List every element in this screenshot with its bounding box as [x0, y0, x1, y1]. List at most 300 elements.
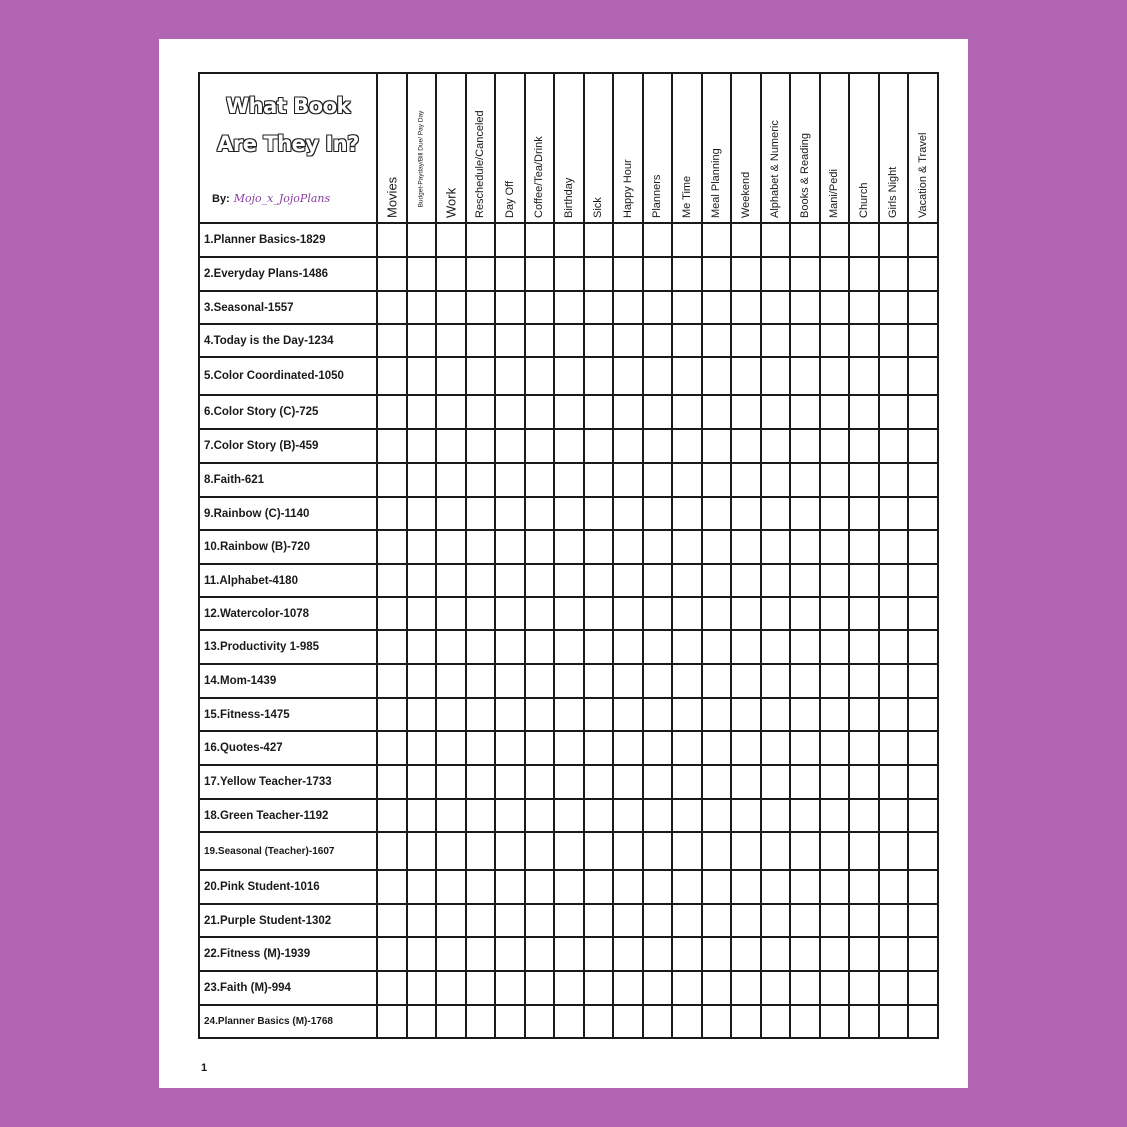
checkbox-cell[interactable] — [790, 497, 820, 530]
checkbox-cell[interactable] — [849, 765, 879, 799]
checkbox-cell[interactable] — [820, 497, 850, 530]
checkbox-cell[interactable] — [613, 564, 643, 597]
checkbox-cell[interactable] — [702, 870, 732, 904]
checkbox-cell[interactable] — [584, 904, 614, 937]
checkbox-cell[interactable] — [495, 765, 525, 799]
checkbox-cell[interactable] — [672, 832, 702, 870]
checkbox-cell[interactable] — [849, 937, 879, 971]
checkbox-cell[interactable] — [820, 664, 850, 698]
checkbox-cell[interactable] — [495, 357, 525, 395]
checkbox-cell[interactable] — [377, 698, 407, 731]
checkbox-cell[interactable] — [702, 223, 732, 257]
checkbox-cell[interactable] — [849, 357, 879, 395]
checkbox-cell[interactable] — [761, 564, 791, 597]
checkbox-cell[interactable] — [790, 223, 820, 257]
checkbox-cell[interactable] — [377, 530, 407, 564]
checkbox-cell[interactable] — [495, 698, 525, 731]
checkbox-cell[interactable] — [879, 429, 909, 463]
checkbox-cell[interactable] — [436, 463, 466, 497]
checkbox-cell[interactable] — [377, 357, 407, 395]
checkbox-cell[interactable] — [908, 731, 938, 765]
checkbox-cell[interactable] — [554, 223, 584, 257]
checkbox-cell[interactable] — [407, 497, 437, 530]
checkbox-cell[interactable] — [613, 904, 643, 937]
checkbox-cell[interactable] — [554, 497, 584, 530]
checkbox-cell[interactable] — [820, 1005, 850, 1038]
checkbox-cell[interactable] — [672, 870, 702, 904]
checkbox-cell[interactable] — [731, 698, 761, 731]
checkbox-cell[interactable] — [908, 870, 938, 904]
checkbox-cell[interactable] — [908, 971, 938, 1005]
checkbox-cell[interactable] — [613, 870, 643, 904]
checkbox-cell[interactable] — [377, 497, 407, 530]
checkbox-cell[interactable] — [702, 597, 732, 630]
checkbox-cell[interactable] — [761, 1005, 791, 1038]
checkbox-cell[interactable] — [584, 799, 614, 832]
checkbox-cell[interactable] — [820, 937, 850, 971]
checkbox-cell[interactable] — [879, 731, 909, 765]
checkbox-cell[interactable] — [672, 564, 702, 597]
checkbox-cell[interactable] — [879, 904, 909, 937]
checkbox-cell[interactable] — [525, 937, 555, 971]
checkbox-cell[interactable] — [643, 698, 673, 731]
checkbox-cell[interactable] — [525, 832, 555, 870]
checkbox-cell[interactable] — [672, 664, 702, 698]
checkbox-cell[interactable] — [849, 664, 879, 698]
checkbox-cell[interactable] — [672, 1005, 702, 1038]
checkbox-cell[interactable] — [407, 597, 437, 630]
checkbox-cell[interactable] — [643, 870, 673, 904]
checkbox-cell[interactable] — [466, 463, 496, 497]
checkbox-cell[interactable] — [525, 698, 555, 731]
checkbox-cell[interactable] — [495, 429, 525, 463]
checkbox-cell[interactable] — [613, 429, 643, 463]
checkbox-cell[interactable] — [407, 870, 437, 904]
checkbox-cell[interactable] — [436, 395, 466, 429]
checkbox-cell[interactable] — [554, 664, 584, 698]
checkbox-cell[interactable] — [436, 530, 466, 564]
checkbox-cell[interactable] — [407, 291, 437, 324]
checkbox-cell[interactable] — [702, 765, 732, 799]
checkbox-cell[interactable] — [820, 971, 850, 1005]
checkbox-cell[interactable] — [702, 357, 732, 395]
checkbox-cell[interactable] — [731, 395, 761, 429]
checkbox-cell[interactable] — [495, 1005, 525, 1038]
checkbox-cell[interactable] — [436, 497, 466, 530]
checkbox-cell[interactable] — [377, 731, 407, 765]
checkbox-cell[interactable] — [672, 904, 702, 937]
checkbox-cell[interactable] — [643, 395, 673, 429]
checkbox-cell[interactable] — [643, 357, 673, 395]
checkbox-cell[interactable] — [849, 731, 879, 765]
checkbox-cell[interactable] — [525, 731, 555, 765]
checkbox-cell[interactable] — [908, 664, 938, 698]
checkbox-cell[interactable] — [554, 971, 584, 1005]
checkbox-cell[interactable] — [554, 832, 584, 870]
checkbox-cell[interactable] — [525, 463, 555, 497]
checkbox-cell[interactable] — [554, 429, 584, 463]
checkbox-cell[interactable] — [377, 937, 407, 971]
checkbox-cell[interactable] — [672, 597, 702, 630]
checkbox-cell[interactable] — [525, 291, 555, 324]
checkbox-cell[interactable] — [407, 530, 437, 564]
checkbox-cell[interactable] — [790, 698, 820, 731]
checkbox-cell[interactable] — [820, 630, 850, 664]
checkbox-cell[interactable] — [584, 937, 614, 971]
checkbox-cell[interactable] — [849, 223, 879, 257]
checkbox-cell[interactable] — [525, 904, 555, 937]
checkbox-cell[interactable] — [790, 870, 820, 904]
checkbox-cell[interactable] — [466, 395, 496, 429]
checkbox-cell[interactable] — [613, 497, 643, 530]
checkbox-cell[interactable] — [495, 530, 525, 564]
checkbox-cell[interactable] — [584, 870, 614, 904]
checkbox-cell[interactable] — [702, 698, 732, 731]
checkbox-cell[interactable] — [377, 799, 407, 832]
checkbox-cell[interactable] — [407, 357, 437, 395]
checkbox-cell[interactable] — [407, 698, 437, 731]
checkbox-cell[interactable] — [584, 1005, 614, 1038]
checkbox-cell[interactable] — [584, 765, 614, 799]
checkbox-cell[interactable] — [849, 1005, 879, 1038]
checkbox-cell[interactable] — [554, 357, 584, 395]
checkbox-cell[interactable] — [849, 324, 879, 357]
checkbox-cell[interactable] — [584, 357, 614, 395]
checkbox-cell[interactable] — [613, 395, 643, 429]
checkbox-cell[interactable] — [495, 324, 525, 357]
checkbox-cell[interactable] — [377, 870, 407, 904]
checkbox-cell[interactable] — [407, 257, 437, 291]
checkbox-cell[interactable] — [761, 937, 791, 971]
checkbox-cell[interactable] — [377, 832, 407, 870]
checkbox-cell[interactable] — [672, 731, 702, 765]
checkbox-cell[interactable] — [790, 530, 820, 564]
checkbox-cell[interactable] — [790, 832, 820, 870]
checkbox-cell[interactable] — [466, 664, 496, 698]
checkbox-cell[interactable] — [908, 324, 938, 357]
checkbox-cell[interactable] — [790, 765, 820, 799]
checkbox-cell[interactable] — [820, 870, 850, 904]
checkbox-cell[interactable] — [879, 1005, 909, 1038]
checkbox-cell[interactable] — [613, 971, 643, 1005]
checkbox-cell[interactable] — [643, 564, 673, 597]
checkbox-cell[interactable] — [908, 223, 938, 257]
checkbox-cell[interactable] — [377, 395, 407, 429]
checkbox-cell[interactable] — [820, 395, 850, 429]
checkbox-cell[interactable] — [908, 530, 938, 564]
checkbox-cell[interactable] — [790, 291, 820, 324]
checkbox-cell[interactable] — [908, 904, 938, 937]
checkbox-cell[interactable] — [643, 530, 673, 564]
checkbox-cell[interactable] — [525, 395, 555, 429]
checkbox-cell[interactable] — [377, 765, 407, 799]
checkbox-cell[interactable] — [554, 291, 584, 324]
checkbox-cell[interactable] — [377, 463, 407, 497]
checkbox-cell[interactable] — [672, 698, 702, 731]
checkbox-cell[interactable] — [908, 1005, 938, 1038]
checkbox-cell[interactable] — [495, 395, 525, 429]
checkbox-cell[interactable] — [613, 463, 643, 497]
checkbox-cell[interactable] — [820, 832, 850, 870]
checkbox-cell[interactable] — [672, 530, 702, 564]
checkbox-cell[interactable] — [436, 765, 466, 799]
checkbox-cell[interactable] — [761, 870, 791, 904]
checkbox-cell[interactable] — [613, 698, 643, 731]
checkbox-cell[interactable] — [820, 357, 850, 395]
checkbox-cell[interactable] — [820, 257, 850, 291]
checkbox-cell[interactable] — [377, 564, 407, 597]
checkbox-cell[interactable] — [495, 731, 525, 765]
checkbox-cell[interactable] — [702, 937, 732, 971]
checkbox-cell[interactable] — [702, 497, 732, 530]
checkbox-cell[interactable] — [908, 765, 938, 799]
checkbox-cell[interactable] — [613, 223, 643, 257]
checkbox-cell[interactable] — [407, 564, 437, 597]
checkbox-cell[interactable] — [731, 497, 761, 530]
checkbox-cell[interactable] — [554, 1005, 584, 1038]
checkbox-cell[interactable] — [702, 324, 732, 357]
checkbox-cell[interactable] — [643, 731, 673, 765]
checkbox-cell[interactable] — [554, 904, 584, 937]
checkbox-cell[interactable] — [908, 257, 938, 291]
checkbox-cell[interactable] — [377, 971, 407, 1005]
checkbox-cell[interactable] — [377, 904, 407, 937]
checkbox-cell[interactable] — [879, 395, 909, 429]
checkbox-cell[interactable] — [377, 223, 407, 257]
checkbox-cell[interactable] — [761, 429, 791, 463]
checkbox-cell[interactable] — [554, 530, 584, 564]
checkbox-cell[interactable] — [790, 664, 820, 698]
checkbox-cell[interactable] — [613, 832, 643, 870]
checkbox-cell[interactable] — [643, 799, 673, 832]
checkbox-cell[interactable] — [761, 463, 791, 497]
checkbox-cell[interactable] — [790, 597, 820, 630]
checkbox-cell[interactable] — [820, 799, 850, 832]
checkbox-cell[interactable] — [525, 870, 555, 904]
checkbox-cell[interactable] — [761, 971, 791, 1005]
checkbox-cell[interactable] — [790, 324, 820, 357]
checkbox-cell[interactable] — [643, 971, 673, 1005]
checkbox-cell[interactable] — [879, 971, 909, 1005]
checkbox-cell[interactable] — [731, 937, 761, 971]
checkbox-cell[interactable] — [584, 530, 614, 564]
checkbox-cell[interactable] — [584, 832, 614, 870]
checkbox-cell[interactable] — [790, 429, 820, 463]
checkbox-cell[interactable] — [702, 664, 732, 698]
checkbox-cell[interactable] — [377, 291, 407, 324]
checkbox-cell[interactable] — [731, 870, 761, 904]
checkbox-cell[interactable] — [495, 832, 525, 870]
checkbox-cell[interactable] — [879, 463, 909, 497]
checkbox-cell[interactable] — [554, 937, 584, 971]
checkbox-cell[interactable] — [525, 223, 555, 257]
checkbox-cell[interactable] — [731, 530, 761, 564]
checkbox-cell[interactable] — [672, 429, 702, 463]
checkbox-cell[interactable] — [613, 257, 643, 291]
checkbox-cell[interactable] — [702, 395, 732, 429]
checkbox-cell[interactable] — [761, 698, 791, 731]
checkbox-cell[interactable] — [377, 429, 407, 463]
checkbox-cell[interactable] — [466, 832, 496, 870]
checkbox-cell[interactable] — [820, 698, 850, 731]
checkbox-cell[interactable] — [761, 223, 791, 257]
checkbox-cell[interactable] — [525, 530, 555, 564]
checkbox-cell[interactable] — [436, 223, 466, 257]
checkbox-cell[interactable] — [466, 765, 496, 799]
checkbox-cell[interactable] — [879, 497, 909, 530]
checkbox-cell[interactable] — [908, 564, 938, 597]
checkbox-cell[interactable] — [407, 799, 437, 832]
checkbox-cell[interactable] — [377, 257, 407, 291]
checkbox-cell[interactable] — [820, 904, 850, 937]
checkbox-cell[interactable] — [731, 324, 761, 357]
checkbox-cell[interactable] — [702, 530, 732, 564]
checkbox-cell[interactable] — [790, 799, 820, 832]
checkbox-cell[interactable] — [436, 324, 466, 357]
checkbox-cell[interactable] — [643, 429, 673, 463]
checkbox-cell[interactable] — [495, 257, 525, 291]
checkbox-cell[interactable] — [554, 395, 584, 429]
checkbox-cell[interactable] — [613, 937, 643, 971]
checkbox-cell[interactable] — [436, 630, 466, 664]
checkbox-cell[interactable] — [761, 395, 791, 429]
checkbox-cell[interactable] — [584, 223, 614, 257]
checkbox-cell[interactable] — [643, 765, 673, 799]
checkbox-cell[interactable] — [466, 731, 496, 765]
checkbox-cell[interactable] — [495, 291, 525, 324]
checkbox-cell[interactable] — [554, 257, 584, 291]
checkbox-cell[interactable] — [702, 799, 732, 832]
checkbox-cell[interactable] — [820, 765, 850, 799]
checkbox-cell[interactable] — [436, 799, 466, 832]
checkbox-cell[interactable] — [672, 257, 702, 291]
checkbox-cell[interactable] — [613, 799, 643, 832]
checkbox-cell[interactable] — [702, 429, 732, 463]
checkbox-cell[interactable] — [407, 630, 437, 664]
checkbox-cell[interactable] — [702, 564, 732, 597]
checkbox-cell[interactable] — [820, 597, 850, 630]
checkbox-cell[interactable] — [879, 832, 909, 870]
checkbox-cell[interactable] — [908, 597, 938, 630]
checkbox-cell[interactable] — [731, 291, 761, 324]
checkbox-cell[interactable] — [584, 698, 614, 731]
checkbox-cell[interactable] — [495, 664, 525, 698]
checkbox-cell[interactable] — [849, 497, 879, 530]
checkbox-cell[interactable] — [407, 731, 437, 765]
checkbox-cell[interactable] — [643, 497, 673, 530]
checkbox-cell[interactable] — [495, 463, 525, 497]
checkbox-cell[interactable] — [820, 530, 850, 564]
checkbox-cell[interactable] — [790, 564, 820, 597]
checkbox-cell[interactable] — [820, 291, 850, 324]
checkbox-cell[interactable] — [643, 324, 673, 357]
checkbox-cell[interactable] — [731, 223, 761, 257]
checkbox-cell[interactable] — [849, 291, 879, 324]
checkbox-cell[interactable] — [466, 937, 496, 971]
checkbox-cell[interactable] — [407, 1005, 437, 1038]
checkbox-cell[interactable] — [879, 630, 909, 664]
checkbox-cell[interactable] — [790, 463, 820, 497]
checkbox-cell[interactable] — [584, 971, 614, 1005]
checkbox-cell[interactable] — [377, 664, 407, 698]
checkbox-cell[interactable] — [790, 971, 820, 1005]
checkbox-cell[interactable] — [672, 291, 702, 324]
checkbox-cell[interactable] — [731, 832, 761, 870]
checkbox-cell[interactable] — [466, 971, 496, 1005]
checkbox-cell[interactable] — [554, 799, 584, 832]
checkbox-cell[interactable] — [466, 904, 496, 937]
checkbox-cell[interactable] — [731, 357, 761, 395]
checkbox-cell[interactable] — [495, 497, 525, 530]
checkbox-cell[interactable] — [377, 597, 407, 630]
checkbox-cell[interactable] — [525, 597, 555, 630]
checkbox-cell[interactable] — [672, 223, 702, 257]
checkbox-cell[interactable] — [761, 291, 791, 324]
checkbox-cell[interactable] — [584, 395, 614, 429]
checkbox-cell[interactable] — [554, 597, 584, 630]
checkbox-cell[interactable] — [643, 832, 673, 870]
checkbox-cell[interactable] — [495, 564, 525, 597]
checkbox-cell[interactable] — [525, 429, 555, 463]
checkbox-cell[interactable] — [584, 257, 614, 291]
checkbox-cell[interactable] — [879, 870, 909, 904]
checkbox-cell[interactable] — [908, 395, 938, 429]
checkbox-cell[interactable] — [584, 597, 614, 630]
checkbox-cell[interactable] — [908, 630, 938, 664]
checkbox-cell[interactable] — [466, 429, 496, 463]
checkbox-cell[interactable] — [672, 324, 702, 357]
checkbox-cell[interactable] — [908, 497, 938, 530]
checkbox-cell[interactable] — [466, 799, 496, 832]
checkbox-cell[interactable] — [731, 731, 761, 765]
checkbox-cell[interactable] — [436, 1005, 466, 1038]
checkbox-cell[interactable] — [761, 630, 791, 664]
checkbox-cell[interactable] — [407, 395, 437, 429]
checkbox-cell[interactable] — [879, 530, 909, 564]
checkbox-cell[interactable] — [879, 564, 909, 597]
checkbox-cell[interactable] — [407, 429, 437, 463]
checkbox-cell[interactable] — [731, 765, 761, 799]
checkbox-cell[interactable] — [849, 698, 879, 731]
checkbox-cell[interactable] — [702, 257, 732, 291]
checkbox-cell[interactable] — [879, 937, 909, 971]
checkbox-cell[interactable] — [849, 530, 879, 564]
checkbox-cell[interactable] — [466, 291, 496, 324]
checkbox-cell[interactable] — [672, 765, 702, 799]
checkbox-cell[interactable] — [407, 324, 437, 357]
checkbox-cell[interactable] — [761, 799, 791, 832]
checkbox-cell[interactable] — [436, 357, 466, 395]
checkbox-cell[interactable] — [495, 937, 525, 971]
checkbox-cell[interactable] — [879, 291, 909, 324]
checkbox-cell[interactable] — [407, 971, 437, 1005]
checkbox-cell[interactable] — [525, 324, 555, 357]
checkbox-cell[interactable] — [436, 698, 466, 731]
checkbox-cell[interactable] — [761, 497, 791, 530]
checkbox-cell[interactable] — [495, 799, 525, 832]
checkbox-cell[interactable] — [761, 765, 791, 799]
checkbox-cell[interactable] — [790, 357, 820, 395]
checkbox-cell[interactable] — [849, 904, 879, 937]
checkbox-cell[interactable] — [495, 870, 525, 904]
checkbox-cell[interactable] — [554, 463, 584, 497]
checkbox-cell[interactable] — [790, 937, 820, 971]
checkbox-cell[interactable] — [466, 564, 496, 597]
checkbox-cell[interactable] — [731, 1005, 761, 1038]
checkbox-cell[interactable] — [702, 832, 732, 870]
checkbox-cell[interactable] — [820, 463, 850, 497]
checkbox-cell[interactable] — [407, 463, 437, 497]
